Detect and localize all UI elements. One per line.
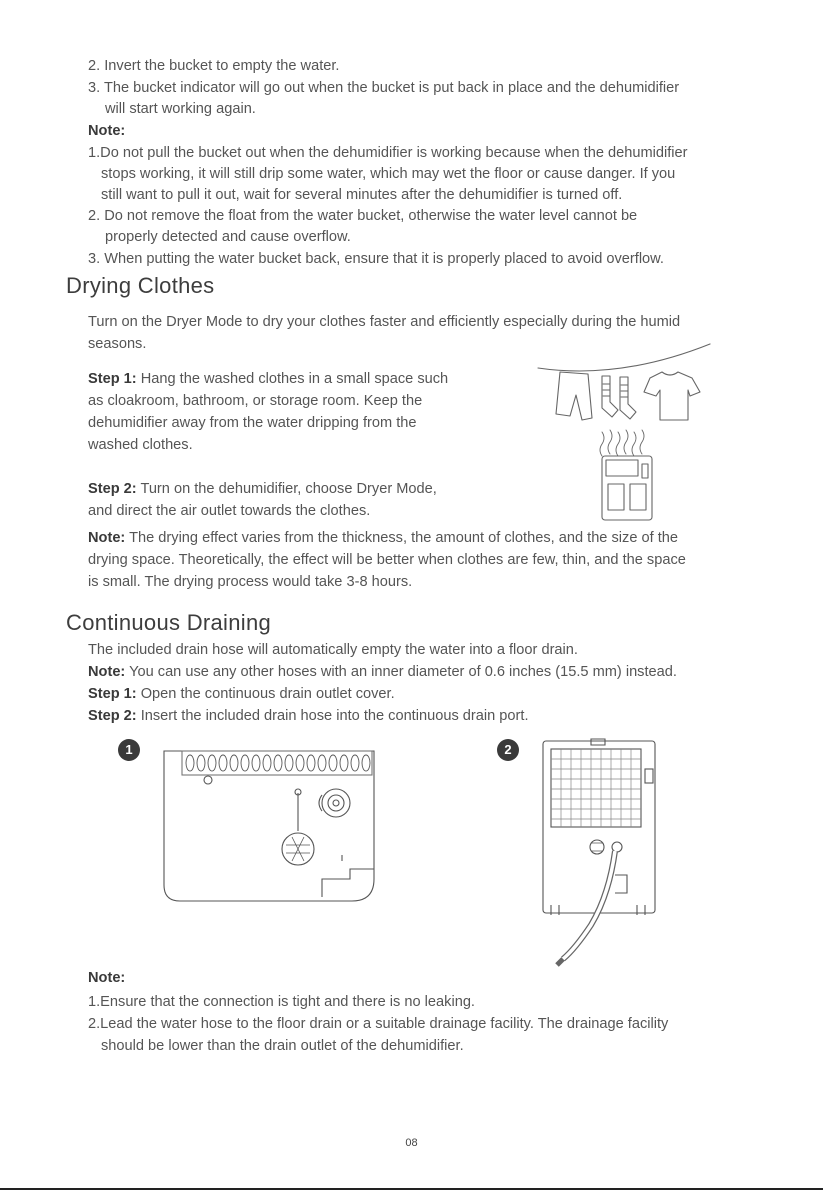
draining-intro: The included drain hose will automatically empty the water into a floor drain. bbox=[88, 642, 578, 658]
draining-note bbox=[88, 662, 677, 682]
step-text: Hang the washed clothes in a small space such bbox=[136, 371, 449, 387]
note-label: Note: bbox=[88, 530, 126, 546]
note3-item-1: 1.Ensure that the connection is tight and there is no leaking. bbox=[88, 994, 475, 1010]
figure-1-badge: 1 bbox=[118, 739, 140, 761]
section-title-draining: Continuous Draining bbox=[66, 610, 272, 635]
note-text: You can use any other hoses with an inner diameter of 0.6 inches (15.5 mm) instead. bbox=[125, 664, 677, 680]
note-item-1-line1: 1.Do not pull the bucket out when the dehumidifier is working because when the dehumidifier bbox=[88, 145, 688, 161]
sock-icon bbox=[620, 377, 636, 419]
note-label: Note: bbox=[88, 123, 126, 139]
step-label: Step 1: bbox=[88, 686, 137, 702]
step-text: Insert the included drain hose into the continuous drain port. bbox=[136, 708, 529, 724]
bucket-step-3-line1: 3. The bucket indicator will go out when the bucket is put back in place and the dehumidifier bbox=[88, 80, 680, 96]
step-text: Open the continuous drain outlet cover. bbox=[136, 686, 395, 702]
draining-step-1 bbox=[88, 684, 395, 704]
note3-item-2-line2: should be lower than the drain outlet of the dehumidifier. bbox=[101, 1038, 464, 1054]
drain-port-icon bbox=[322, 789, 350, 817]
bucket-step-2: 2. Invert the bucket to empty the water. bbox=[88, 58, 340, 74]
drain-port-icon bbox=[612, 842, 622, 852]
note-item-3: 3. When putting the water bucket back, ensure that it is properly placed to avoid overflow. bbox=[88, 251, 664, 267]
note3-item-2-line1: 2.Lead the water hose to the floor drain or a suitable drainage facility. The drainage facility bbox=[88, 1016, 669, 1032]
note-label: Note: bbox=[88, 664, 126, 680]
step-text: Turn on the dehumidifier, choose Dryer Mode, bbox=[136, 481, 437, 497]
drain-hose-illustration bbox=[535, 735, 665, 970]
drying-step-2-line2: and direct the air outlet towards the clothes. bbox=[88, 503, 371, 519]
bottom-rule bbox=[0, 1188, 823, 1190]
note-item-1-line2: stops working, it will still drip some water, which may wet the floor or cause danger. If you bbox=[101, 166, 676, 182]
note-label: Note: bbox=[88, 970, 126, 986]
bucket-step-3-line2: will start working again. bbox=[105, 101, 256, 117]
drying-step-1-line2: as cloakroom, bathroom, or storage room. Keep the bbox=[88, 393, 423, 409]
page-number: 08 bbox=[405, 1137, 418, 1149]
note-item-2-line1: 2. Do not remove the float from the water bucket, otherwise the water level cannot be bbox=[88, 208, 638, 224]
drying-step-1-line3: dehumidifier away from the water dripping from the bbox=[88, 415, 417, 431]
drying-note-line2: drying space. Theoretically, the effect will be better when clothes are few, thin, and the space bbox=[88, 552, 686, 568]
note-item-1-line3: still want to pull it out, wait for several minutes after the dehumidifier is turned off. bbox=[101, 187, 623, 203]
vent-slots-icon bbox=[186, 755, 370, 771]
drying-note-line1 bbox=[88, 528, 678, 548]
drying-intro-line1: Turn on the Dryer Mode to dry your clothes faster and efficiently especially during the humid bbox=[88, 314, 681, 330]
tshirt-icon bbox=[644, 372, 700, 420]
draining-step-2 bbox=[88, 706, 529, 726]
note-text: The drying effect varies from the thickness, the amount of clothes, and the size of the bbox=[125, 530, 678, 546]
clothesline bbox=[538, 344, 710, 371]
sock-icon bbox=[602, 376, 618, 417]
drain-outlet-cover-illustration bbox=[160, 745, 382, 907]
hose-icon bbox=[563, 851, 615, 959]
drying-note-line3: is small. The drying process would take 3-8 hours. bbox=[88, 574, 413, 590]
section-title-drying: Drying Clothes bbox=[66, 273, 215, 298]
drying-intro-line2: seasons. bbox=[88, 336, 147, 352]
drain-cover-icon bbox=[590, 840, 604, 854]
drying-step-1-line1 bbox=[88, 369, 448, 389]
step-label: Step 2: bbox=[88, 481, 137, 497]
drying-step-1-line4: washed clothes. bbox=[88, 437, 193, 453]
figure-2-badge: 2 bbox=[497, 739, 519, 761]
drying-clothes-illustration bbox=[530, 340, 720, 525]
shorts-icon bbox=[556, 372, 592, 420]
drying-step-2-line1 bbox=[88, 479, 437, 499]
step-label: Step 2: bbox=[88, 708, 137, 724]
step-label: Step 1: bbox=[88, 371, 137, 387]
note-item-2-line2: properly detected and cause overflow. bbox=[105, 229, 351, 245]
